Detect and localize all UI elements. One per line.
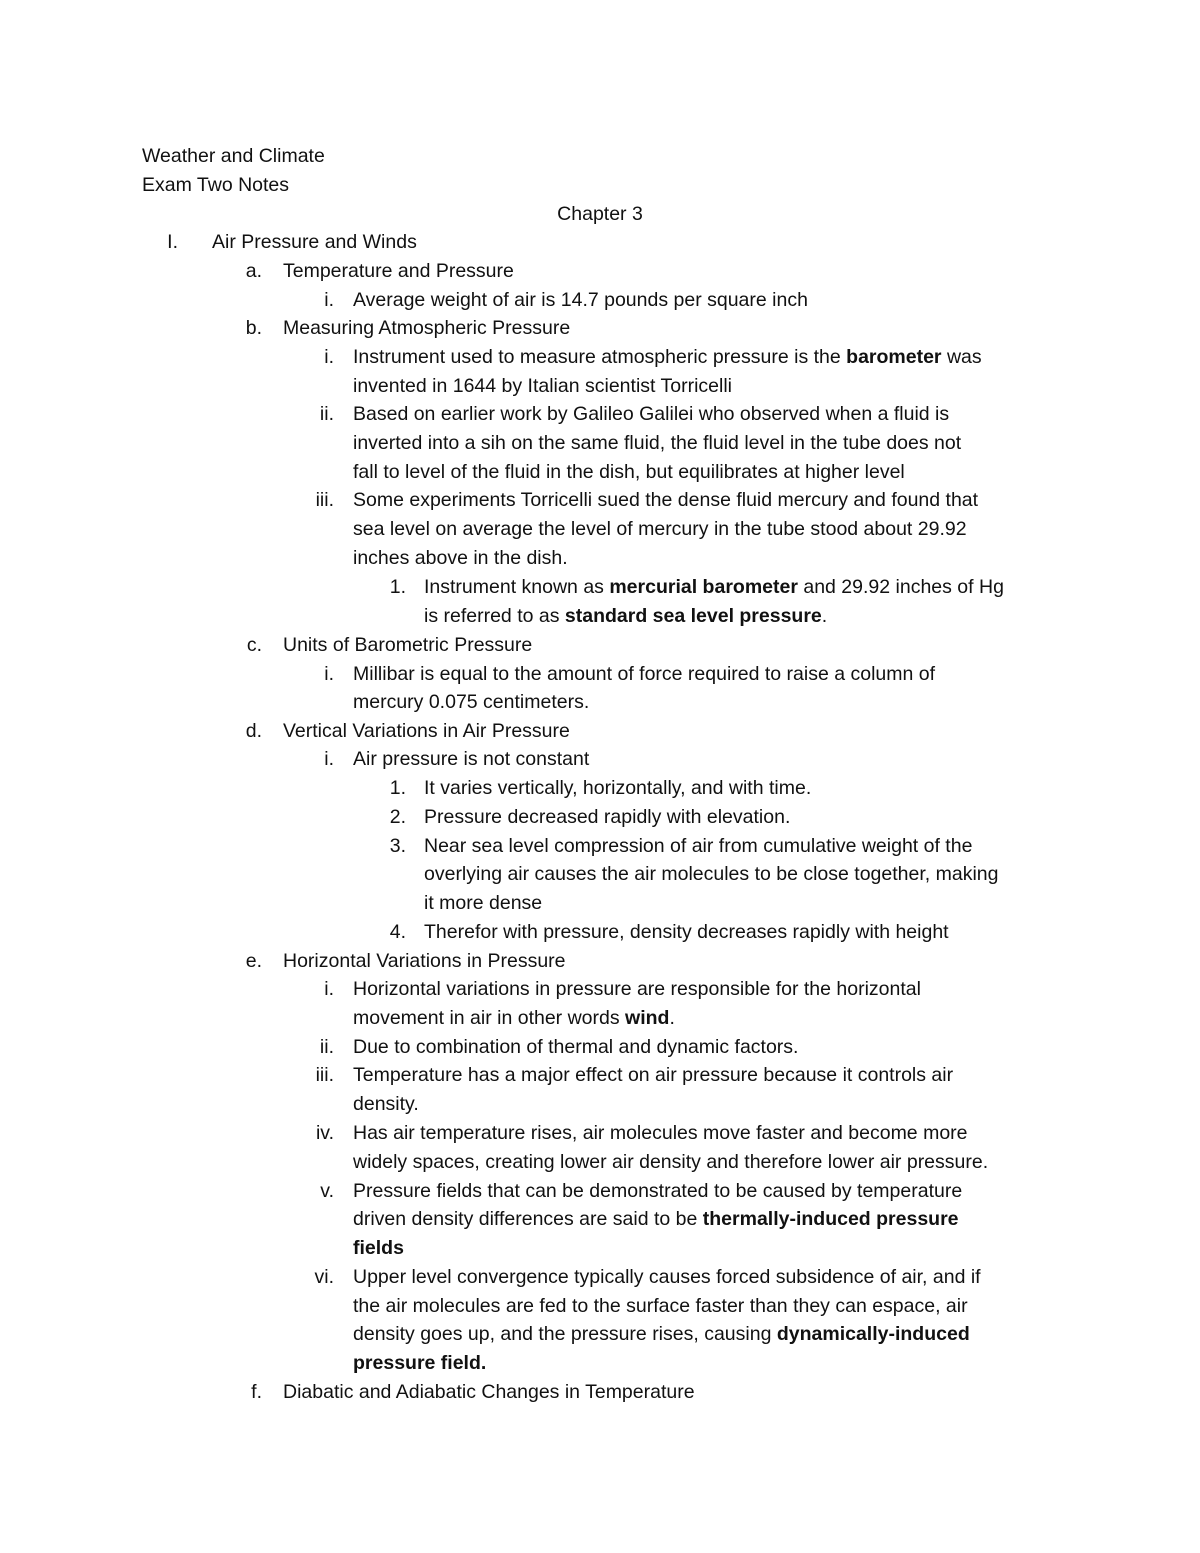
key-term: barometer bbox=[846, 346, 942, 368]
note-line: mercury 0.075 centimeters. bbox=[353, 691, 590, 713]
note-line: Pressure decreased rapidly with elevation. bbox=[424, 806, 791, 828]
note-line: Air pressure is not constant bbox=[353, 748, 590, 770]
note-line: Due to combination of thermal and dynamic factors. bbox=[353, 1036, 799, 1058]
key-term: thermally-induced pressure bbox=[702, 1208, 959, 1230]
outline-marker: I. bbox=[167, 231, 178, 253]
note-line: Upper level convergence typically causes forced subsidence of air, and if bbox=[353, 1266, 981, 1288]
note-line: overlying air causes the air molecules to be close together, making bbox=[424, 863, 999, 885]
outline-marker: d. bbox=[245, 720, 262, 742]
outline-marker: i. bbox=[324, 663, 334, 685]
outline-marker: iv. bbox=[315, 1122, 334, 1144]
note-line: fall to level of the fluid in the dish, but equilibrates at higher level bbox=[353, 461, 905, 483]
note-line bbox=[424, 602, 827, 630]
note-text: was bbox=[941, 346, 982, 368]
outline-marker: ii. bbox=[319, 403, 334, 425]
note-text: Instrument known as bbox=[424, 576, 610, 598]
note-text: Instrument used to measure atmospheric pressure is the bbox=[353, 346, 847, 368]
key-term: wind bbox=[625, 1007, 670, 1029]
course-title: Weather and Climate bbox=[142, 145, 325, 167]
key-term: standard sea level pressure bbox=[564, 605, 822, 627]
outline-marker: a. bbox=[245, 260, 262, 282]
note-line: density. bbox=[353, 1093, 419, 1115]
note-line bbox=[353, 1234, 404, 1262]
note-line bbox=[353, 343, 982, 371]
note-text: is referred to as bbox=[424, 605, 565, 627]
note-line: Therefor with pressure, density decreases rapidly with height bbox=[424, 921, 949, 943]
note-line: it more dense bbox=[424, 892, 543, 914]
note-line: Millibar is equal to the amount of force required to raise a column of bbox=[353, 663, 936, 685]
outline-marker: b. bbox=[245, 317, 262, 339]
note-line bbox=[353, 1004, 675, 1032]
subsection-title: Diabatic and Adiabatic Changes in Temperature bbox=[283, 1381, 695, 1403]
outline-marker: i. bbox=[324, 289, 334, 311]
note-line: widely spaces, creating lower air density and therefore lower air pressure. bbox=[353, 1151, 989, 1173]
subsection-title: Measuring Atmospheric Pressure bbox=[283, 317, 571, 339]
outline-marker: i. bbox=[324, 346, 334, 368]
subsection-title: Temperature and Pressure bbox=[283, 260, 514, 282]
outline-marker: 1. bbox=[389, 576, 406, 598]
note-line: Has air temperature rises, air molecules move faster and become more bbox=[353, 1122, 968, 1144]
note-text: and 29.92 inches of Hg bbox=[797, 576, 1004, 598]
outline-marker: e. bbox=[245, 950, 262, 972]
subsection-title: Horizontal Variations in Pressure bbox=[283, 950, 566, 972]
outline-marker: c. bbox=[246, 634, 262, 656]
note-line: Some experiments Torricelli sued the dense fluid mercury and found that bbox=[353, 489, 979, 511]
outline-marker: iii. bbox=[315, 1064, 334, 1086]
outline-marker: f. bbox=[251, 1381, 262, 1403]
note-line bbox=[353, 1320, 970, 1348]
key-term: pressure field. bbox=[353, 1352, 487, 1374]
note-line: Horizontal variations in pressure are responsible for the horizontal bbox=[353, 978, 921, 1000]
note-text: . bbox=[669, 1007, 675, 1029]
outline-marker: 2. bbox=[389, 806, 406, 828]
chapter-heading: Chapter 3 bbox=[557, 203, 643, 225]
outline-marker: 1. bbox=[389, 777, 406, 799]
outline-marker: vi. bbox=[314, 1266, 334, 1288]
note-line bbox=[424, 573, 1004, 601]
note-text: density goes up, and the pressure rises, causing bbox=[353, 1323, 777, 1345]
note-line: the air molecules are fed to the surface faster than they can espace, air bbox=[353, 1295, 968, 1317]
key-term: fields bbox=[353, 1237, 404, 1259]
note-line: inches above in the dish. bbox=[353, 547, 568, 569]
note-line bbox=[353, 1349, 486, 1377]
outline-marker: iii. bbox=[315, 489, 334, 511]
key-term: dynamically-induced bbox=[776, 1323, 970, 1345]
outline-marker: ii. bbox=[319, 1036, 334, 1058]
outline-marker: v. bbox=[320, 1180, 334, 1202]
note-line: sea level on average the level of mercury in the tube stood about 29.92 bbox=[353, 518, 967, 540]
note-text: driven density differences are said to be bbox=[353, 1208, 703, 1230]
note-line bbox=[353, 1205, 959, 1233]
note-line: Average weight of air is 14.7 pounds per square inch bbox=[353, 289, 808, 311]
outline-marker: 4. bbox=[389, 921, 406, 943]
note-line: It varies vertically, horizontally, and with time. bbox=[424, 777, 812, 799]
key-term: mercurial barometer bbox=[609, 576, 798, 598]
subsection-title: Vertical Variations in Air Pressure bbox=[283, 720, 570, 742]
note-line: invented in 1644 by Italian scientist Torricelli bbox=[353, 375, 733, 397]
outline-marker: 3. bbox=[389, 835, 406, 857]
note-line: Pressure fields that can be demonstrated to be caused by temperature bbox=[353, 1180, 963, 1202]
outline-marker: i. bbox=[324, 748, 334, 770]
note-line: Based on earlier work by Galileo Galilei who observed when a fluid is bbox=[353, 403, 950, 425]
note-line: inverted into a sih on the same fluid, the fluid level in the tube does not bbox=[353, 432, 962, 454]
subsection-title: Units of Barometric Pressure bbox=[283, 634, 533, 656]
note-text: . bbox=[821, 605, 828, 627]
note-text: movement in air in other words bbox=[353, 1007, 626, 1029]
section-title: Air Pressure and Winds bbox=[212, 231, 417, 253]
outline-marker: i. bbox=[324, 978, 334, 1000]
note-line: Temperature has a major effect on air pressure because it controls air bbox=[353, 1064, 954, 1086]
exam-title: Exam Two Notes bbox=[142, 174, 290, 196]
note-line: Near sea level compression of air from cumulative weight of the bbox=[424, 835, 973, 857]
